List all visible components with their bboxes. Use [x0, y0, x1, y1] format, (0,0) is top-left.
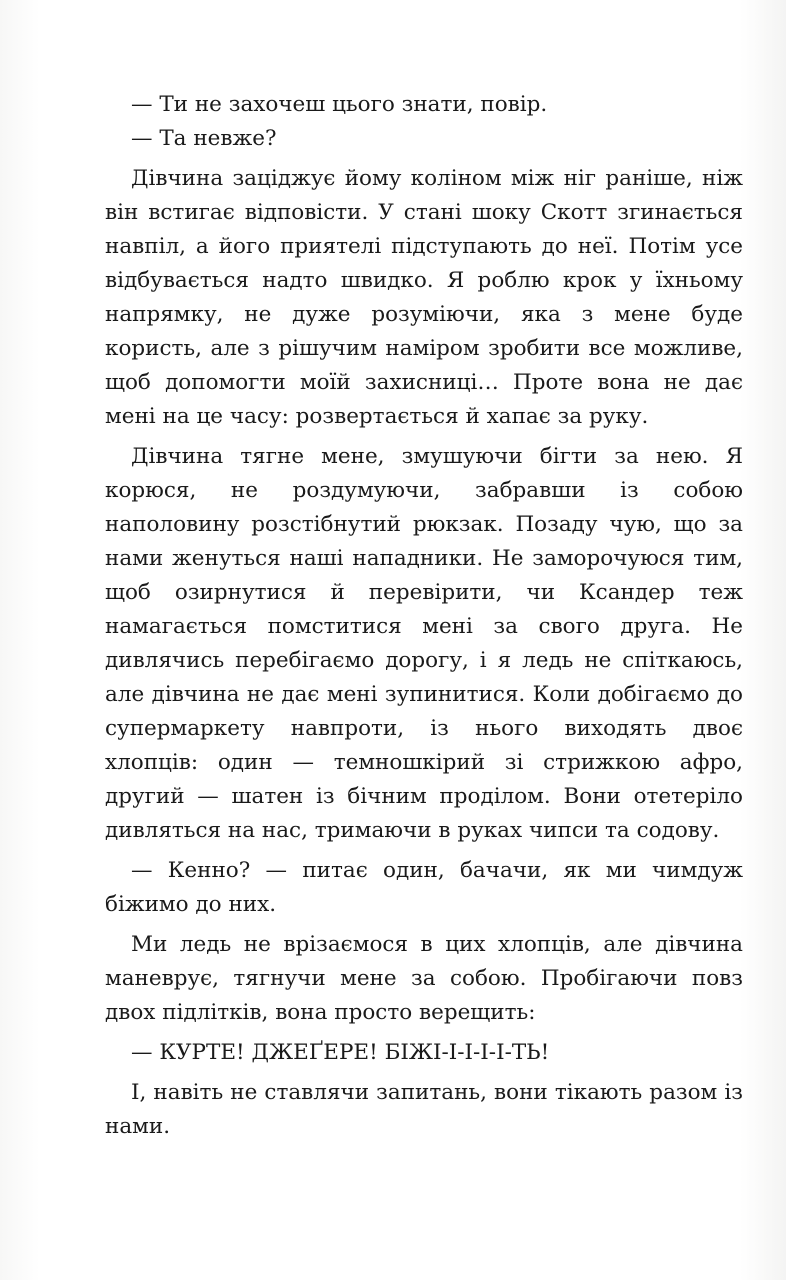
paragraph-dialog-1: — Ти не захочеш цього знати, повір.: [131, 92, 548, 117]
paragraph-narrative-4: І, навіть не ставлячи запитань, вони тікають разом із нами.: [105, 1080, 743, 1139]
paragraph-narrative-1: Дівчина заціджує йому коліном між ніг раніше, ніж він встигає відповісти. У стані шоку Скотт згинається навпіл, а його приятелі підступають до неї. Потім усе відбувається надто швидко. Я роблю крок у їхньому напрямку, не дуже розуміючи, яка з мене буде користь, але з рішучим наміром зробити все можливе, щоб допомогти моїй захисниці… Проте вона не дає мені на це часу: розвертається й хапає за руку.: [105, 166, 743, 429]
paragraph-shout: — КУРТЕ! ДЖЕҐЕРЕ! БІЖІ-І-І-І-І-ТЬ!: [131, 1040, 550, 1065]
paragraph-dialog-3: — Кенно? — питає один, бачачи, як ми чимдуж біжимо до них.: [105, 858, 743, 917]
paragraph-dialog-2: — Та невже?: [131, 126, 277, 151]
page-text: [105, 88, 743, 1144]
paragraph-narrative-3: Ми ледь не врізаємося в цих хлопців, але дівчина маневрує, тягнучи мене за собою. Пробігаючи повз двох підлітків, вона просто верещить:: [105, 932, 743, 1025]
paragraph-narrative-2: Дівчина тягне мене, змушуючи бігти за нею. Я корюся, не роздумуючи, забравши із собою наполовину розстібнутий рюкзак. Позаду чую, що за нами женуться наші нападники. Не заморочуюся тим, щоб озирнутися й перевірити, чи Ксандер теж намагається помститися мені за свого друга. Не дивлячись перебігаємо дорогу, і я ледь не спіткаюсь, але дівчина не дає мені зупинитися. Коли добігаємо до супермаркету навпроти, із нього виходять двоє хлопців: один — темношкірий зі стрижкою афро, другий — шатен із бічним проділом. Вони отетеріло дивляться на нас, тримаючи в руках чипси та содову.: [105, 444, 743, 843]
